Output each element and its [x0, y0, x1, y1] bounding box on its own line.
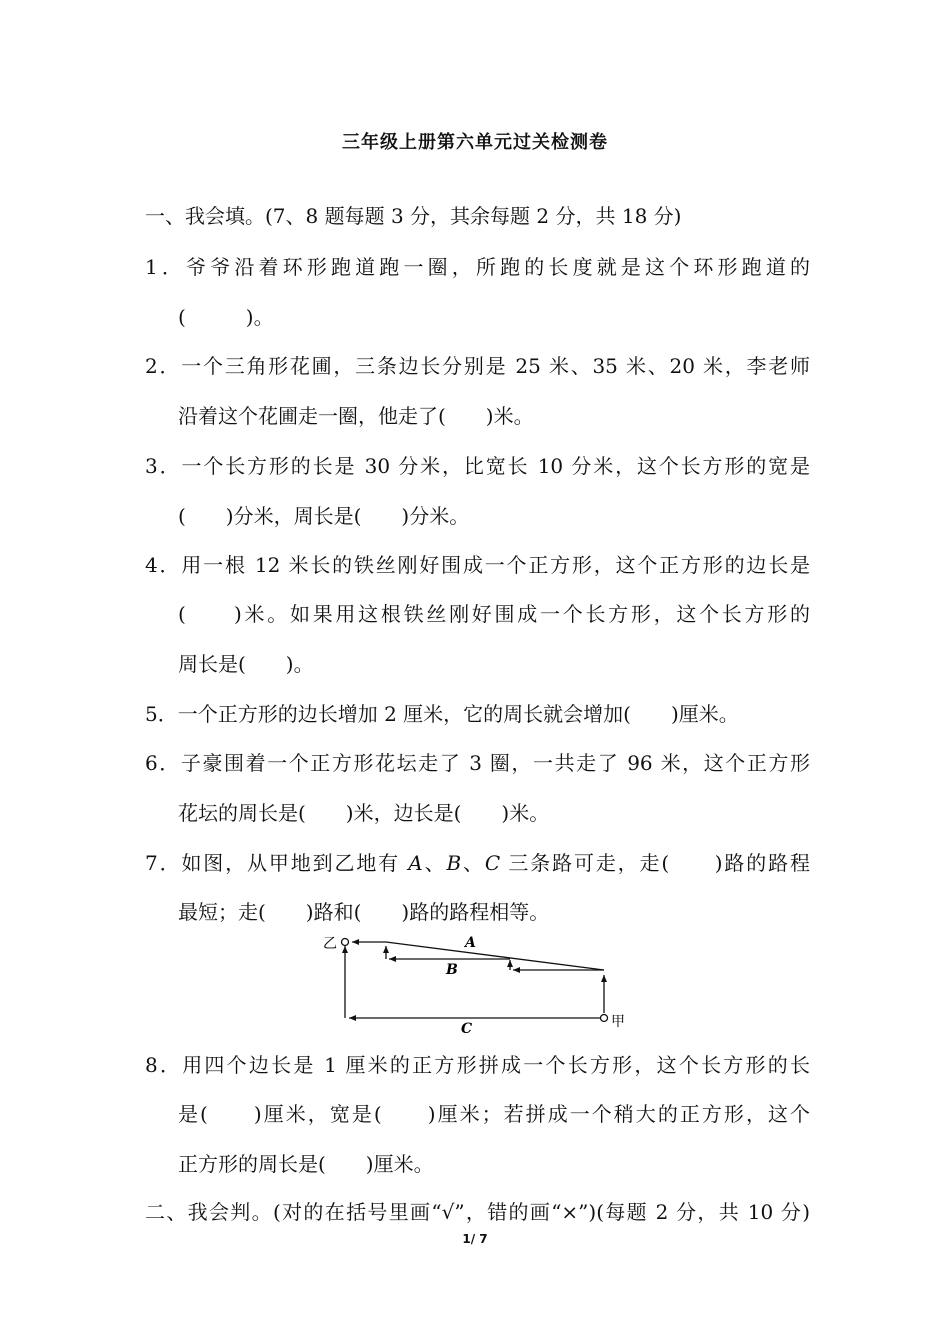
- question-8-line-2: 是( )厘米，宽是( )厘米；若拼成一个稍大的正方形，这个: [178, 1102, 810, 1126]
- question-8-line-1: 8．用四个边长是 1 厘米的正方形拼成一个长方形，这个长方形的长: [145, 1053, 810, 1077]
- section-2-header: 二、我会判。(对的在括号里画“√”，错的画“×”)(每题 2 分，共 10 分): [145, 1200, 810, 1224]
- section-1-header: 一、我会填。(7、8 题每题 3 分，其余每题 2 分，共 18 分): [145, 204, 682, 228]
- question-4-line-1: 4．用一根 12 米长的铁丝刚好围成一个正方形，这个正方形的边长是: [145, 553, 810, 577]
- point-yi: [342, 939, 349, 946]
- question-7-line-1: 7．如图，从甲地到乙地有 A、B、C 三条路可走，走( )路的路程: [145, 851, 811, 875]
- page-title: 三年级上册第六单元过关检测卷: [342, 132, 608, 153]
- route-a-path: [352, 942, 604, 970]
- page-number: 1/ 7: [462, 1232, 488, 1246]
- question-3-line-1: 3．一个长方形的长是 30 分米，比宽长 10 分米，这个长方形的宽是: [145, 454, 811, 478]
- point-jia: [601, 1015, 608, 1022]
- question-8-line-3: 正方形的周长是( )厘米。: [178, 1152, 434, 1176]
- question-1-line-1: 1．爷爷沿着环形跑道跑一圈，所跑的长度就是这个环形跑道的: [145, 255, 810, 279]
- route-c-path: [345, 946, 604, 1018]
- question-4-line-2: ( )米。如果用这根铁丝刚好围成一个长方形，这个长方形的: [178, 602, 810, 626]
- question-6-line-2: 花坛的周长是( )米，边长是( )米。: [178, 801, 550, 825]
- label-yi: 乙: [323, 936, 337, 952]
- question-4-line-3: 周长是( )。: [178, 652, 314, 676]
- label-route-a: A: [465, 935, 476, 951]
- question-2-line-2: 沿着这个花圃走一圈，他走了( )米。: [178, 404, 534, 428]
- label-jia: 甲: [611, 1014, 625, 1030]
- label-route-b: B: [446, 962, 458, 978]
- question-2-line-1: 2．一个三角形花圃，三条边长分别是 25 米、35 米、20 米，李老师: [145, 354, 810, 378]
- label-route-c: C: [461, 1021, 473, 1037]
- question-7-line-2: 最短；走( )路和( )路的路程相等。: [178, 900, 550, 924]
- question-3-line-2: ( )分米，周长是( )分米。: [178, 504, 470, 528]
- question-6-line-1: 6．子豪围着一个正方形花坛走了 3 圈，一共走了 96 米，这个正方形: [145, 751, 810, 775]
- question-5-line-1: 5．一个正方形的边长增加 2 厘米，它的周长就会增加( )厘米。: [145, 702, 739, 726]
- question-1-line-2: ( )。: [178, 305, 274, 329]
